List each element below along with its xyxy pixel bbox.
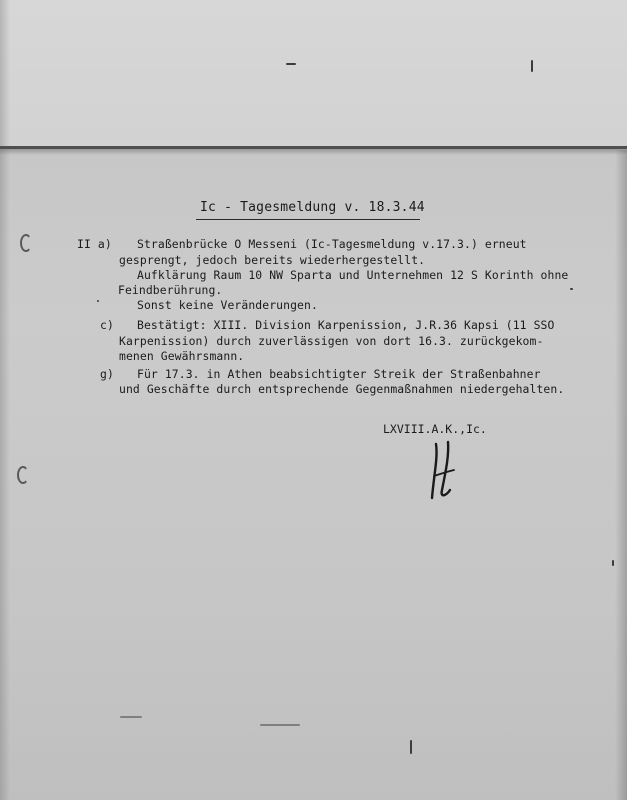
text-line: Für 17.3. in Athen beabsichtigter Streik der Straßenbahner <box>137 367 541 381</box>
scan-speck <box>570 288 573 290</box>
scan-speck <box>286 63 296 65</box>
section-marker-c: c) <box>100 318 114 332</box>
fold-shadow <box>0 149 627 155</box>
scan-speck <box>531 60 533 72</box>
text-line: und Geschäfte durch entsprechende Gegenmaßnahmen niedergehalten. <box>119 382 565 396</box>
text-line: Karpenission) durch zuverlässigen von dort 16.3. zurückgekom- <box>119 334 544 348</box>
scan-speck <box>120 716 142 718</box>
text-line: Straßenbrücke O Messeni (Ic-Tagesmeldung v.17.3.) erneut <box>137 237 527 251</box>
text-line: Bestätigt: XIII. Division Karpenission, J.R.36 Kapsi (11 SSO <box>137 318 555 332</box>
scan-speck <box>612 560 614 566</box>
scan-speck <box>97 300 99 302</box>
section-marker-II-a: II a) <box>77 237 112 251</box>
title-underline <box>196 219 420 220</box>
text-line: Sonst keine Veränderungen. <box>137 298 318 312</box>
scan-speck <box>260 724 300 726</box>
scan-speck <box>410 740 412 754</box>
signature-block: LXVIII.A.K.,Ic. <box>383 422 487 436</box>
left-edge-shadow <box>0 0 10 800</box>
text-line: gesprengt, jedoch bereits wiederhergestellt. <box>119 253 426 267</box>
punch-hole <box>17 466 29 484</box>
text-line: Aufklärung Raum 10 NW Sparta und Unternehmen 12 S Korinth ohne <box>137 268 569 282</box>
text-line: menen Gewährsmann. <box>119 349 245 363</box>
text-line: Feindberührung. <box>118 283 223 297</box>
top-fold-area <box>0 0 627 146</box>
right-edge-shadow <box>615 150 627 800</box>
document-title: Ic - Tagesmeldung v. 18.3.44 <box>200 200 425 215</box>
punch-hole <box>20 234 32 252</box>
section-marker-g: g) <box>100 367 114 381</box>
handwritten-signature <box>420 440 470 502</box>
